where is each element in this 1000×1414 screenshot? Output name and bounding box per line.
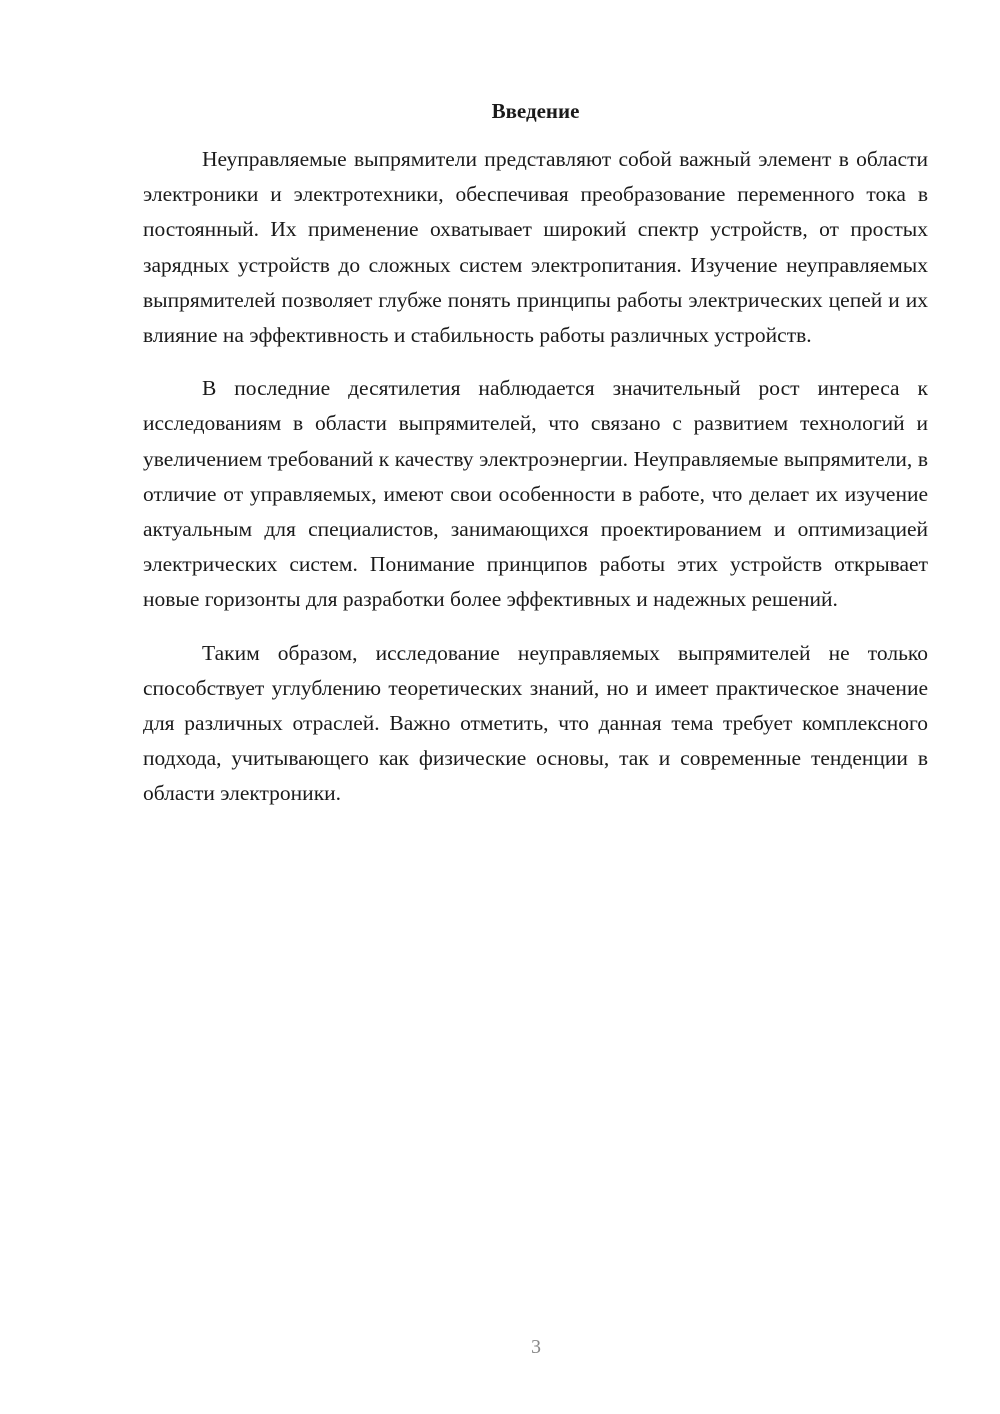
paragraph-2: В последние десятилетия наблюдается значительный рост интереса к исследованиям в области выпрямителей, что связано с развитием технологий и увеличением требований к качеству электроэнергии. Неуправляемые выпрямители, в отличие от управляемых, имеют свои особенности в работе, что делает их изучение актуальным для специалистов, занимающихся проектированием и оптимизацией электрических систем. Понимание принципов работы этих устройств открывает новые горизонты для разработки более эффективных и надежных решений.: [143, 376, 928, 612]
section-heading: Введение: [491, 99, 580, 123]
body-text: [143, 142, 928, 830]
page-number: 3: [531, 1336, 541, 1358]
paragraph-1: Неуправляемые выпрямители представляют собой важный элемент в области электроники и электротехники, обеспечивая преобразование переменного тока в постоянный. Их применение охватывает широкий спектр устройств, от простых зарядных устройств до сложных систем электропитания. Изучение неуправляемых выпрямителей позволяет глубже понять принципы работы электрических цепей и их влияние на эффективность и стабильность работы различных устройств.: [143, 147, 928, 348]
paragraph-3: Таким образом, исследование неуправляемых выпрямителей не только способствует углублению теоретических знаний, но и имеет практическое значение для различных отраслей. Важно отметить, что данная тема требует комплексного подхода, учитывающего как физические основы, так и современные тенденции в области электроники.: [143, 640, 928, 806]
